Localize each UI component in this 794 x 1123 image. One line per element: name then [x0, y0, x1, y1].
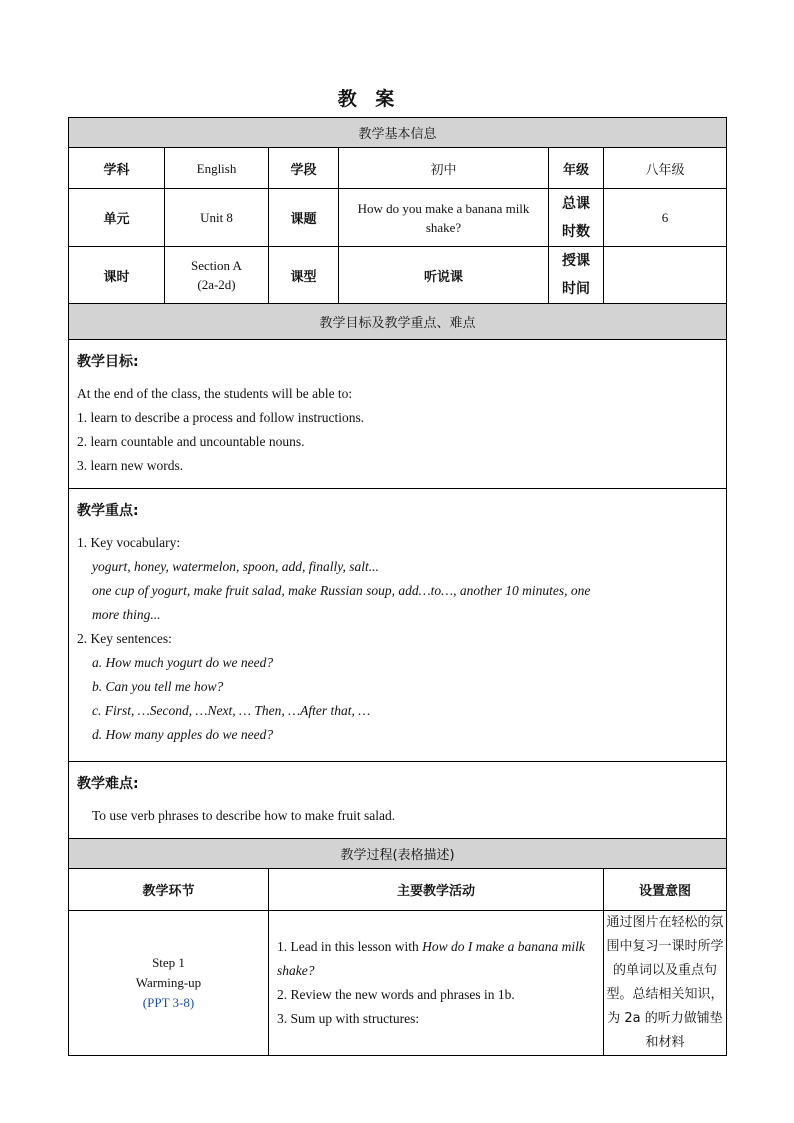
objectives-intro: At the end of the class, the students will be able to: [77, 386, 353, 401]
period-value-line1: Section A [191, 258, 242, 273]
teaching-time-value [604, 247, 727, 304]
objectives-header: 教学目标及教学重点、难点 [69, 304, 727, 340]
teaching-time-label-line2: 时间 [562, 281, 590, 297]
key-sentence: c. First, …Second, …Next, … Then, …After that, … [92, 703, 371, 718]
step1-title: Step 1 [152, 955, 185, 970]
topic-label: 课题 [269, 189, 339, 247]
stage-value: 初中 [339, 148, 549, 189]
unit-value: Unit 8 [165, 189, 269, 247]
teaching-time-label-line1: 授课 [562, 253, 590, 269]
difficulty-section [69, 762, 727, 839]
unit-label: 单元 [69, 189, 165, 247]
total-hours-value: 6 [604, 189, 727, 247]
lesson-plan-table [68, 117, 727, 1056]
key-points-heading: 教学重点: [77, 503, 139, 519]
grade-label: 年级 [549, 148, 604, 189]
step1-activity-2: 2. Review the new words and phrases in 1b. [277, 987, 515, 1002]
step1-name: Warming-up [135, 975, 202, 990]
basic-info-header: 教学基本信息 [69, 118, 727, 148]
page-title: 教 案 [337, 88, 401, 110]
key-vocab-label: 1. Key vocabulary: [77, 535, 181, 550]
subject-value: English [165, 148, 269, 189]
step1-ppt: (PPT 3-8) [142, 995, 195, 1010]
topic-value: How do you make a banana milk shake? [339, 189, 549, 247]
process-col-stage: 教学环节 [69, 869, 269, 911]
step1-intent: 通过图片在轻松的氛围中复习一课时所学的单词以及重点句型。总结相关知识，为 2a 的听力做铺垫和材料 [604, 911, 727, 1056]
objectives-section [69, 340, 727, 489]
objective-item: 3. learn new words. [77, 458, 184, 473]
step1-activity-3: 3. Sum up with structures: [277, 1011, 420, 1026]
key-sentence: d. How many apples do we need? [92, 727, 274, 742]
difficulty-text: To use verb phrases to describe how to make fruit salad. [92, 808, 396, 823]
total-hours-label [549, 189, 604, 247]
objective-item: 2. learn countable and uncountable nouns. [77, 434, 305, 449]
step1-activity-1: 1. Lead in this lesson with How do I make a banana milk shake? [277, 939, 585, 978]
key-vocab-line: yogurt, honey, watermelon, spoon, add, finally, salt... [92, 559, 379, 574]
total-hours-label-line2: 时数 [562, 223, 590, 240]
key-points-section [69, 489, 727, 762]
period-value [165, 247, 269, 304]
difficulty-heading: 教学难点: [77, 776, 139, 792]
process-header: 教学过程(表格描述) [69, 839, 727, 869]
step1-activities [269, 911, 604, 1056]
objectives-heading: 教学目标: [77, 354, 139, 370]
key-vocab-line: one cup of yogurt, make fruit salad, make Russian soup, add…to…, another 10 minutes, one [92, 583, 591, 598]
key-sentence: b. Can you tell me how? [92, 679, 224, 694]
total-hours-label-line1: 总课 [562, 195, 590, 212]
lesson-type-label: 课型 [269, 247, 339, 304]
period-label: 课时 [69, 247, 165, 304]
lesson-type-value: 听说课 [339, 247, 549, 304]
teaching-time-label [549, 247, 604, 304]
objective-item: 1. learn to describe a process and follow instructions. [77, 410, 365, 425]
grade-value: 八年级 [604, 148, 727, 189]
key-vocab-line: more thing... [92, 607, 161, 622]
key-sentence: a. How much yogurt do we need? [92, 655, 274, 670]
subject-label: 学科 [69, 148, 165, 189]
step1-stage [69, 911, 269, 1056]
process-col-activity: 主要教学活动 [269, 869, 604, 911]
key-sentences-label: 2. Key sentences: [77, 631, 172, 646]
process-col-intent: 设置意图 [604, 869, 727, 911]
period-value-line2: (2a-2d) [197, 277, 236, 292]
stage-label: 学段 [269, 148, 339, 189]
